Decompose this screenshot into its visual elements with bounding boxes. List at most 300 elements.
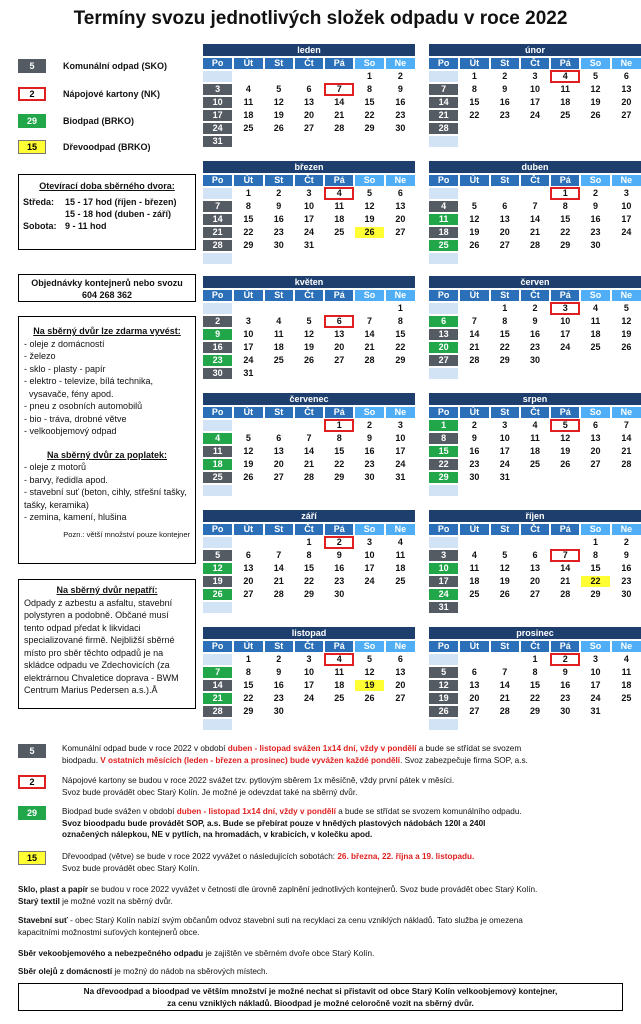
day-cell [429,70,459,83]
day-cell: 21 [354,341,384,354]
weekday-header: Po [429,523,459,536]
day-cell: 17 [550,328,580,341]
day-cell: 25 [611,692,641,705]
note-text: a bude se střídat se svozem [416,744,522,753]
opening-hours-box [18,174,196,250]
day-cell: 20 [520,575,550,588]
day-cell [580,354,610,367]
day-cell: 31 [580,705,610,718]
sko-badge: 5 [18,59,46,73]
note-text: Svoz bude provádět obec Starý Kolín. [62,863,200,873]
day-cell: 5 [354,653,384,666]
list-item: - stavební suť (beton, cihly, střešní tašky, [24,487,187,497]
footer-line: za cenu vzniklých nákladů. Bioodpad je možné celoročně vozit na sběrný dvůr. [167,999,474,1008]
day-cell: 23 [580,226,610,239]
day-cell [233,718,263,731]
weekday-header: Čt [520,174,550,187]
day-cell: 15 [490,328,520,341]
day-cell: 3 [385,419,415,432]
month-calendar [203,44,415,149]
day-cell: 12 [233,445,263,458]
weekday-header: St [490,406,520,419]
day-cell [580,122,610,135]
weekday-header: St [264,640,294,653]
weekday-header: Čt [294,174,324,187]
legend-label: Nápojové kartony (NK) [63,89,161,99]
month-name: duben [429,161,641,174]
para-bold: Starý textil [18,896,60,906]
day-cell: 18 [385,562,415,575]
day-cell: 30 [354,471,384,484]
day-cell [550,122,580,135]
day-cell: 14 [520,213,550,226]
day-cell: 25 [233,122,263,135]
weekday-header: So [580,406,610,419]
day-cell: 4 [429,200,459,213]
weekday-header: Pá [550,640,580,653]
day-cell: 13 [385,666,415,679]
day-cell: 8 [580,549,610,562]
day-cell: 8 [233,200,263,213]
day-cell: 22 [429,458,459,471]
day-cell: 27 [459,705,489,718]
day-cell: 2 [520,302,550,315]
month-calendar [429,627,641,732]
day-cell: 31 [490,471,520,484]
day-cell [580,252,610,265]
day-cell: 3 [429,549,459,562]
day-cell [203,601,233,614]
hours-day: Středa: [23,197,55,207]
day-cell: 6 [294,83,324,96]
day-cell [490,601,520,614]
day-cell: 26 [490,588,520,601]
weekday-header: Ne [611,289,641,302]
day-cell: 1 [550,187,580,200]
day-cell: 16 [490,96,520,109]
month-name: červen [429,276,641,289]
day-cell [233,536,263,549]
day-cell: 3 [490,419,520,432]
brko-note [62,806,622,841]
day-cell: 23 [203,354,233,367]
day-cell: 18 [550,96,580,109]
page-title: Termíny svozu jednotlivých složek odpadu v roce 2022 [73,8,568,29]
day-cell: 6 [233,549,263,562]
day-cell [354,239,384,252]
day-cell: 10 [429,562,459,575]
day-cell: 29 [429,471,459,484]
day-cell [385,252,415,265]
day-cell: 13 [233,562,263,575]
day-cell: 29 [580,588,610,601]
day-cell [324,70,354,83]
weekday-header: So [354,289,384,302]
day-cell: 28 [550,588,580,601]
day-cell [490,536,520,549]
weekday-header: Út [233,57,263,70]
weekday-header: So [580,289,610,302]
day-cell: 12 [490,562,520,575]
banned-line: polystyren a podobně. Občané musí [24,610,169,620]
day-cell: 26 [580,109,610,122]
orders-box [18,274,196,302]
weekday-header: Út [233,406,263,419]
day-cell [385,601,415,614]
day-cell: 12 [294,328,324,341]
nk-note [62,775,622,798]
day-cell [459,536,489,549]
day-cell: 18 [324,213,354,226]
day-cell: 29 [385,354,415,367]
day-cell: 18 [203,458,233,471]
day-cell: 22 [294,575,324,588]
weekday-header: So [354,523,384,536]
day-cell [611,367,641,380]
day-cell: 22 [233,692,263,705]
weekday-header: So [580,57,610,70]
day-cell: 18 [233,109,263,122]
day-cell: 27 [385,226,415,239]
day-cell: 2 [385,70,415,83]
day-cell [611,239,641,252]
day-cell: 15 [354,96,384,109]
day-cell: 20 [611,96,641,109]
month-calendar [429,161,641,266]
day-cell: 7 [203,666,233,679]
day-cell: 12 [611,315,641,328]
day-cell: 16 [459,445,489,458]
day-cell [324,302,354,315]
day-cell: 3 [580,653,610,666]
banned-line: místo pro sběr těchto odpadů je na [24,647,164,658]
day-cell: 18 [264,341,294,354]
day-cell: 25 [385,575,415,588]
day-cell: 23 [611,575,641,588]
day-cell [550,354,580,367]
day-cell: 23 [264,226,294,239]
day-cell: 3 [233,315,263,328]
list-item: - bio - tráva, drobné větve [24,413,127,424]
day-cell: 23 [354,458,384,471]
day-cell: 12 [459,213,489,226]
day-cell: 24 [385,458,415,471]
day-cell: 9 [385,83,415,96]
day-cell: 31 [294,239,324,252]
day-cell: 28 [324,122,354,135]
day-cell: 25 [324,692,354,705]
day-cell: 8 [490,315,520,328]
day-cell: 19 [354,213,384,226]
day-cell [294,705,324,718]
day-cell: 6 [385,187,415,200]
paid-note: Pozn.: větší množství pouze kontejner [63,529,190,539]
weekday-header: St [490,289,520,302]
day-cell [385,718,415,731]
list-item: tašky, keramika) [24,499,89,510]
day-cell: 22 [354,109,384,122]
day-cell [264,601,294,614]
day-cell [490,718,520,731]
day-cell: 3 [354,536,384,549]
day-cell: 8 [324,432,354,445]
day-cell: 26 [550,458,580,471]
day-cell [233,135,263,148]
day-cell [294,367,324,380]
day-cell: 12 [264,96,294,109]
day-cell: 24 [490,458,520,471]
day-cell [354,302,384,315]
day-cell: 25 [324,226,354,239]
day-cell: 14 [203,679,233,692]
month-name: říjen [429,510,641,523]
day-cell: 7 [203,200,233,213]
day-cell: 16 [611,562,641,575]
day-cell [520,122,550,135]
day-cell: 30 [550,705,580,718]
day-cell: 15 [294,562,324,575]
day-cell: 15 [385,328,415,341]
note-highlight: V ostatních měsících (leden - březen a prosinec) bude vyvážen každé pondělí [100,755,401,765]
day-cell: 19 [490,575,520,588]
day-cell: 12 [203,562,233,575]
weekday-header: Út [233,289,263,302]
day-cell [385,484,415,497]
hours-time: 9 - 11 hod [65,221,107,231]
day-cell [233,601,263,614]
day-cell: 3 [611,187,641,200]
day-cell: 14 [294,445,324,458]
day-cell [459,601,489,614]
day-cell [550,536,580,549]
legend-brko [18,113,134,129]
day-cell: 10 [233,328,263,341]
day-cell: 29 [294,588,324,601]
day-cell: 17 [385,445,415,458]
list-item: - velkoobjemový odpad [24,426,117,436]
weekday-header: St [264,57,294,70]
day-cell: 17 [520,96,550,109]
day-cell [520,536,550,549]
day-cell [611,354,641,367]
weekday-header: So [580,640,610,653]
banned-line: skládce odpadu ve Zdechovicích (za [24,660,170,670]
day-cell [611,122,641,135]
day-cell [264,252,294,265]
day-cell: 5 [580,70,610,83]
day-cell [429,653,459,666]
day-cell: 6 [385,653,415,666]
note-text: a bude se střídat se svozem komunálního odpadu. [335,807,522,816]
day-cell: 11 [324,666,354,679]
day-cell: 25 [203,471,233,484]
day-cell: 24 [233,354,263,367]
day-cell [429,484,459,497]
day-cell: 19 [233,458,263,471]
weekday-header: Út [233,174,263,187]
day-cell: 27 [429,354,459,367]
brko-badge: 29 [18,114,46,128]
day-cell: 9 [264,200,294,213]
day-cell: 13 [385,200,415,213]
day-cell: 16 [264,679,294,692]
note-text: biodpadu. [62,755,101,765]
day-cell: 5 [354,187,384,200]
weekday-header: Ne [385,174,415,187]
day-cell [459,122,489,135]
day-cell: 17 [611,213,641,226]
legend-label: Komunální odpad (SKO) [63,61,167,71]
legend-label: Dřevoodpad (BRKO) [63,142,151,152]
day-cell [354,367,384,380]
weekday-header: Ne [611,57,641,70]
day-cell: 9 [490,83,520,96]
day-cell: 22 [520,692,550,705]
day-cell [611,252,641,265]
day-cell: 29 [490,354,520,367]
hours-day: Sobota: [23,221,57,231]
month-name: únor [429,44,641,57]
day-cell: 4 [550,70,580,83]
day-cell: 4 [324,187,354,200]
list-item: - železo [24,351,56,361]
list-item: - zemina, kamení, hlušina [24,512,127,522]
day-cell [203,302,233,315]
day-cell: 12 [580,83,610,96]
day-cell: 26 [459,239,489,252]
day-cell [490,135,520,148]
weekday-header: Ne [385,289,415,302]
day-cell: 24 [520,109,550,122]
banned-line: specializované firmě. Nejbližší sběrné [24,635,175,645]
day-cell: 9 [520,315,550,328]
day-cell: 11 [264,328,294,341]
day-cell [611,135,641,148]
weekday-header: St [264,289,294,302]
day-cell: 2 [354,419,384,432]
day-cell: 21 [459,341,489,354]
day-cell: 31 [429,601,459,614]
day-cell: 4 [264,315,294,328]
day-cell: 19 [294,341,324,354]
month-name: září [203,510,415,523]
day-cell [490,252,520,265]
month-name: listopad [203,627,415,640]
day-cell: 10 [354,549,384,562]
day-cell [385,239,415,252]
month-calendar [429,393,641,498]
day-cell: 21 [203,692,233,705]
weekday-header: Po [203,289,233,302]
day-cell: 7 [429,83,459,96]
weekday-header: Ne [385,640,415,653]
weekday-header: So [580,174,610,187]
drevo-badge: 15 [18,140,46,154]
banned-box [18,579,196,709]
day-cell: 10 [490,432,520,445]
day-cell [203,653,233,666]
day-cell [429,135,459,148]
day-cell: 13 [264,445,294,458]
day-cell [294,252,324,265]
weekday-header: Ne [611,174,641,187]
day-cell [354,484,384,497]
weekday-header: Po [429,406,459,419]
weekday-header: So [354,640,384,653]
rubble-paragraph [18,915,623,938]
day-cell: 11 [203,445,233,458]
day-cell: 28 [520,239,550,252]
day-cell: 15 [520,679,550,692]
day-cell: 21 [429,109,459,122]
day-cell [324,601,354,614]
day-cell: 29 [550,239,580,252]
day-cell: 27 [580,458,610,471]
weekday-header: Čt [520,289,550,302]
day-cell: 9 [203,328,233,341]
day-cell [203,252,233,265]
day-cell: 11 [611,666,641,679]
day-cell: 20 [233,575,263,588]
day-cell: 29 [324,471,354,484]
day-cell: 4 [385,536,415,549]
day-cell: 8 [294,549,324,562]
weekday-header: Út [233,640,263,653]
day-cell: 3 [294,187,324,200]
day-cell: 27 [324,354,354,367]
day-cell [520,718,550,731]
weekday-header: Po [203,174,233,187]
day-cell: 1 [459,70,489,83]
month-calendar [429,510,641,615]
day-cell: 8 [385,315,415,328]
day-cell: 11 [550,83,580,96]
day-cell [520,252,550,265]
day-cell: 6 [429,315,459,328]
sko-badge: 5 [18,744,46,758]
day-cell: 29 [520,705,550,718]
brko-badge: 29 [18,806,46,820]
month-calendar [203,393,415,498]
day-cell: 16 [324,562,354,575]
day-cell [429,302,459,315]
month-name: červenec [203,393,415,406]
note-text: Komunální odpad bude v roce 2022 v období [62,744,228,753]
note-text: Dřevoodpad (větve) se bude v roce 2022 vyvážet o následujících sobotách: [62,852,338,861]
day-cell: 11 [459,562,489,575]
day-cell: 14 [264,562,294,575]
weekday-header: Čt [294,289,324,302]
day-cell: 10 [203,96,233,109]
day-cell: 9 [611,549,641,562]
day-cell [520,471,550,484]
weekday-header: St [264,523,294,536]
day-cell: 3 [294,653,324,666]
day-cell: 30 [611,588,641,601]
list-item: - oleje z domácností [24,338,105,349]
weekday-header: St [264,406,294,419]
day-cell: 15 [233,679,263,692]
weekday-header: St [490,174,520,187]
para-text: kapacitními možnostmi suťových kontejnerů obce. [18,927,200,937]
weekday-header: Čt [520,57,550,70]
weekday-header: Ne [385,523,415,536]
orders-title: Objednávky kontejnerů nebo svozu [31,278,183,288]
day-cell [203,419,233,432]
day-cell [459,484,489,497]
weekday-header: Čt [294,523,324,536]
day-cell [294,419,324,432]
